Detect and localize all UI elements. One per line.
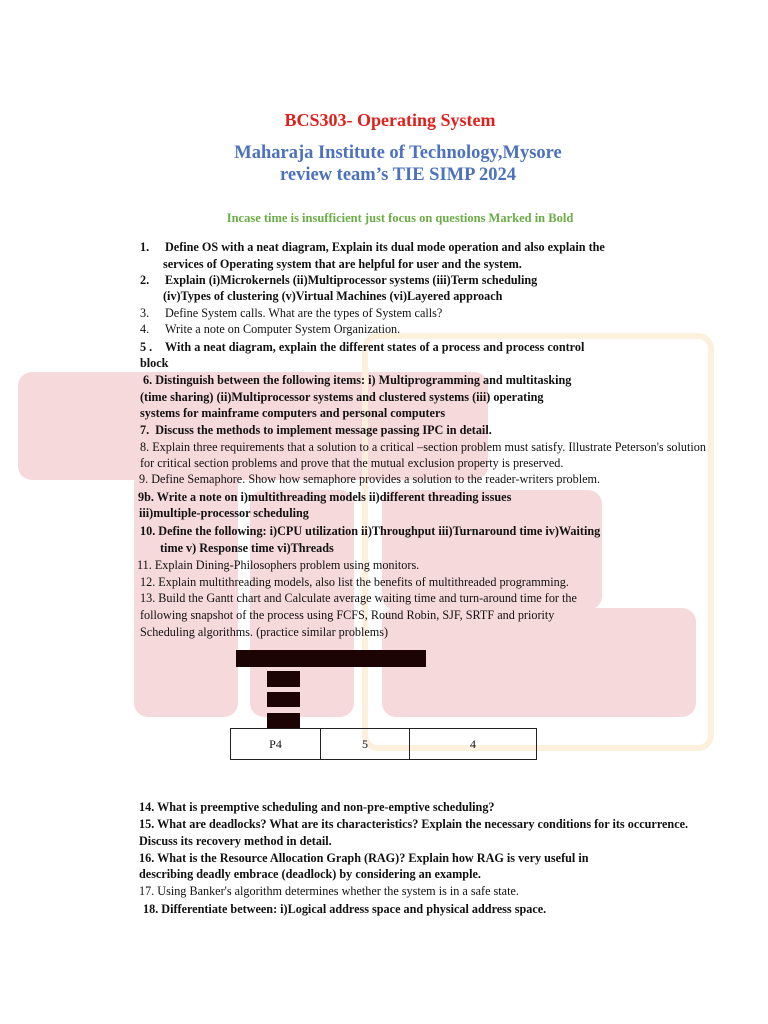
question-1: [140, 239, 605, 256]
question-text: systems for mainframe computers and personal computers: [140, 406, 446, 420]
question-number: 5 .: [140, 340, 153, 354]
question-text: Explain three requirements that a solution to a critical –section problem must satisfy. Illustrate Peterson's solution: [152, 440, 706, 454]
question-5: [140, 339, 584, 356]
question-text: Using Banker's algorithm determines whether the system is in a safe state.: [157, 884, 519, 898]
question-text: Write a note on Computer System Organization.: [165, 322, 401, 336]
question-text: block: [140, 356, 169, 370]
question-number: 3.: [140, 306, 150, 320]
table-cell: 4: [410, 729, 537, 760]
question-number: 1.: [140, 240, 150, 254]
question-text: Define the following: i)CPU utilization ii)Throughput iii)Turnaround time iv)Waiting: [158, 524, 601, 538]
question-2-cont: [163, 288, 502, 305]
redacted-bar: [236, 650, 426, 667]
question-13-cont: [140, 607, 554, 624]
question-text: iii)multiple-processor scheduling: [139, 506, 309, 520]
question-number: 14.: [139, 800, 155, 814]
question-text: Define System calls. What are the types of System calls?: [165, 306, 443, 320]
question-1-cont: [163, 256, 522, 273]
question-10: [140, 523, 600, 540]
question-text: services of Operating system that are helpful for user and the system.: [163, 257, 522, 271]
question-number: 15.: [139, 817, 155, 831]
question-number: 9.: [139, 472, 149, 486]
team-title: review team’s TIE SIMP 2024: [279, 165, 517, 185]
question-5-cont: [140, 355, 168, 372]
question-text: What is the Resource Allocation Graph (RAG)? Explain how RAG is very useful in: [157, 851, 589, 865]
table-cell: 5: [321, 729, 410, 760]
question-text: (time sharing) (ii)Multiprocessor systems and clustered systems (iii) operating: [140, 390, 544, 404]
question-9b: [138, 489, 511, 506]
question-15-cont: [139, 833, 332, 850]
question-6-cont: [140, 405, 445, 422]
question-text: following snapshot of the process using FCFS, Round Robin, SJF, SRTF and priority: [140, 608, 555, 622]
question-text: Write a note on i)multithreading models ii)different threading issues: [156, 490, 512, 504]
question-text: Discuss its recovery method in detail.: [139, 834, 332, 848]
question-9: [139, 471, 600, 488]
redacted-bar: [267, 713, 300, 728]
table-cell: P4: [231, 729, 321, 760]
question-text: What is preemptive scheduling and non-pre-emptive scheduling?: [157, 800, 495, 814]
question-number: 7.: [140, 423, 150, 437]
question-9b-cont: [139, 505, 309, 522]
question-text: Explain Dining-Philosophers problem using monitors.: [154, 558, 420, 572]
question-number: 16.: [139, 851, 155, 865]
question-text: Define OS with a neat diagram, Explain its dual mode operation and also explain the: [165, 240, 605, 254]
question-number: 9b.: [138, 490, 154, 504]
question-2: [140, 272, 537, 289]
question-text: Scheduling algorithms. (practice similar problems): [140, 625, 389, 639]
question-text: for critical section problems and prove that the mutual exclusion property is preserved.: [140, 456, 564, 470]
redacted-bar: [267, 671, 300, 687]
question-13: [140, 590, 577, 607]
question-11: [137, 557, 419, 574]
question-7: [140, 422, 492, 439]
question-18: [143, 901, 546, 918]
question-10-cont: [160, 540, 334, 557]
question-16-cont: [139, 866, 481, 883]
question-text: Discuss the methods to implement message passing IPC in detail.: [155, 423, 492, 437]
question-number: 13.: [140, 591, 156, 605]
question-text: What are deadlocks? What are its characteristics? Explain the necessary conditions for its occurrence.: [157, 817, 689, 831]
question-text: Differentiate between: i)Logical address space and physical address space.: [161, 902, 547, 916]
question-12: [140, 574, 569, 591]
question-number: 12.: [140, 575, 156, 589]
question-text: (iv)Types of clustering (v)Virtual Machines (vi)Layered approach: [163, 289, 503, 303]
course-title: BCS303- Operating System: [284, 110, 496, 130]
question-17: [139, 883, 519, 900]
question-text: Distinguish between the following items: i) Multiprogramming and multitasking: [155, 373, 572, 387]
question-number: 2.: [140, 273, 150, 287]
institute-title: Maharaja Institute of Technology,Mysore: [234, 143, 562, 163]
question-14: [139, 799, 495, 816]
question-number: 6.: [143, 373, 153, 387]
question-number: 18.: [143, 902, 159, 916]
question-number: 11.: [137, 558, 152, 572]
instruction-note: Incase time is insufficient just focus on questions Marked in Bold: [226, 211, 574, 225]
process-table: [230, 728, 537, 760]
question-13-cont: [140, 624, 388, 641]
question-number: 17.: [139, 884, 155, 898]
question-3: [140, 305, 442, 322]
question-15: [139, 816, 688, 833]
question-8: [140, 439, 706, 456]
question-number: 4.: [140, 322, 150, 336]
question-text: Define Semaphore. Show how semaphore provides a solution to the reader-writers problem.: [151, 472, 601, 486]
question-text: With a neat diagram, explain the different states of a process and process control: [165, 340, 585, 354]
question-text: Explain (i)Microkernels (ii)Multiprocessor systems (iii)Term scheduling: [165, 273, 538, 287]
question-6-cont: [140, 389, 544, 406]
question-16: [139, 850, 589, 867]
redacted-bar: [267, 692, 300, 707]
question-text: Explain multithreading models, also list the benefits of multithreaded programming.: [158, 575, 569, 589]
question-text: Build the Gantt chart and Calculate average waiting time and turn-around time for the: [158, 591, 577, 605]
table-row: [231, 729, 537, 760]
question-number: 10.: [140, 524, 156, 538]
question-4: [140, 321, 400, 338]
question-6: [143, 372, 571, 389]
question-8-cont: [140, 455, 563, 472]
question-text: describing deadly embrace (deadlock) by considering an example.: [139, 867, 481, 881]
question-number: 8.: [140, 440, 150, 454]
question-text: time v) Response time vi)Threads: [160, 541, 334, 555]
